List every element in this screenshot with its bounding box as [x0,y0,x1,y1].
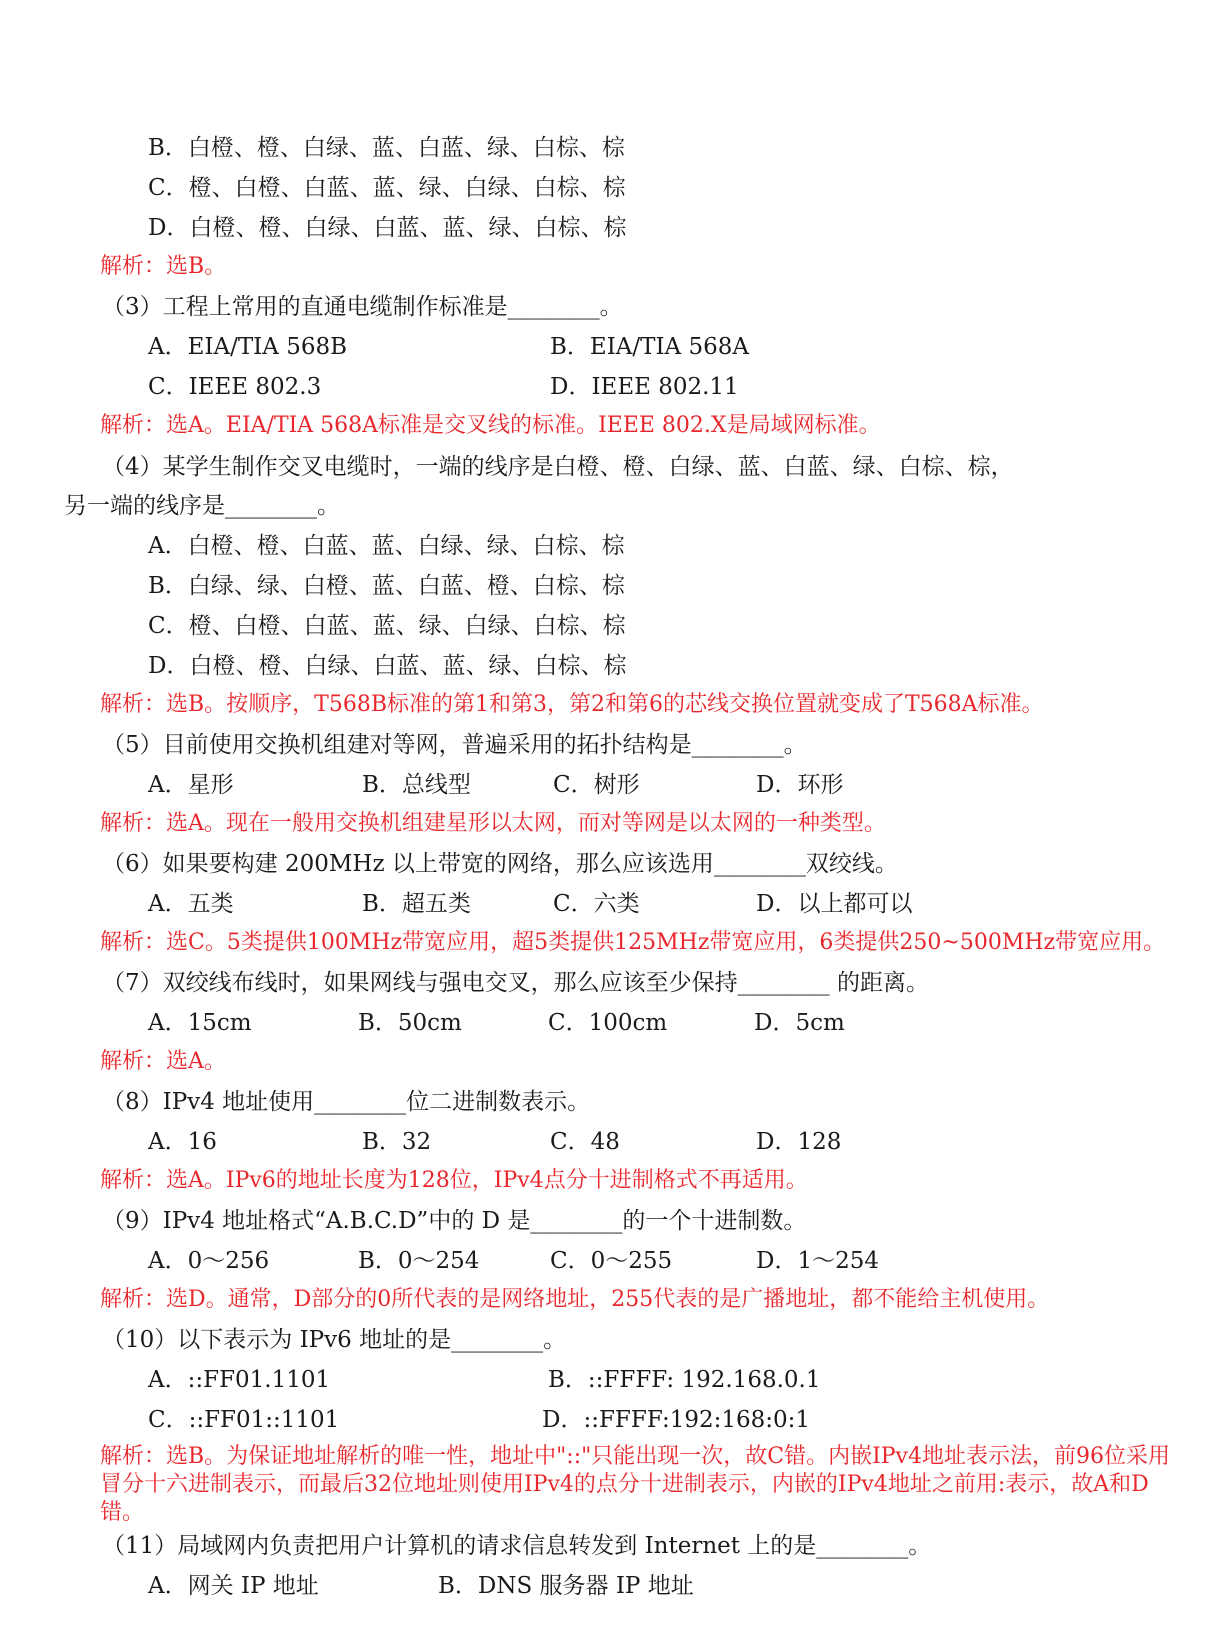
option-d: D．白橙、橙、白绿、白蓝、蓝、绿、白棕、棕 [148,215,627,241]
option-b: B．::FFFF: 192.168.0.1 [548,1367,821,1393]
question-11: （11）局域网内负责把用户计算机的请求信息转发到 Internet 上的是________。 [102,1533,932,1559]
option-a: A．星形 [148,772,234,798]
option-b: B．白橙、橙、白绿、蓝、白蓝、绿、白棕、棕 [148,135,625,161]
answer-analysis: 解析：选B。按顺序，T568B标准的第1和第3，第2和第6的芯线交换位置就变成了T568A标准。 [100,692,1044,717]
answer-analysis: 解析：选B。 [100,254,227,279]
option-d: D．128 [756,1129,842,1155]
option-a: A．15cm [148,1010,252,1036]
answer-analysis: 解析：选A。 [100,1049,226,1074]
question-10: （10）以下表示为 IPv6 地址的是________。 [102,1327,567,1353]
question-4-continued: 另一端的线序是________。 [64,493,340,519]
question-7: （7）双绞线布线时，如果网线与强电交叉，那么应该至少保持________ 的距离。 [102,970,929,996]
option-a: A．0～256 [148,1248,270,1274]
option-a: A．::FF01.1101 [148,1367,331,1393]
option-c: C．橙、白橙、白蓝、蓝、绿、白绿、白棕、棕 [148,175,626,201]
question-8: （8）IPv4 地址使用________位二进制数表示。 [102,1089,591,1115]
option-a: A．16 [148,1129,217,1155]
option-d: D．1～254 [756,1248,879,1274]
option-a: A．白橙、橙、白蓝、蓝、白绿、绿、白棕、棕 [148,533,625,559]
option-d: D．::FFFF:192:168:0:1 [542,1407,811,1433]
option-b: B．总线型 [362,772,471,798]
question-4: （4）某学生制作交叉电缆时，一端的线序是白橙、橙、白绿、蓝、白蓝、绿、白棕、棕， [102,454,1014,480]
option-d: D．5cm [754,1010,845,1036]
option-a: A．网关 IP 地址 [148,1573,319,1599]
option-c: C．100cm [548,1010,668,1036]
answer-analysis: 解析：选B。为保证地址解析的唯一性，地址中"::"只能出现一次，故C错。内嵌IPv4地址表示法，前96位采用冒分十六进制表示，而最后32位地址则使用IPv4的点分十进制表示，内嵌的IPv4地址之前用:表示，故A和D错。 [100,1444,1170,1525]
question-9: （9）IPv4 地址格式“A.B.C.D”中的 D 是________的一个十进制数。 [102,1208,807,1234]
option-c: C．树形 [553,772,640,798]
answer-analysis: 解析：选D。通常，D部分的0所代表的是网络地址，255代表的是广播地址，都不能给主机使用。 [100,1287,1050,1312]
option-c: C．六类 [553,891,640,917]
question-6: （6）如果要构建 200MHz 以上带宽的网络，那么应该选用________双绞线。 [102,851,898,877]
option-a: A．五类 [148,891,234,917]
option-b: B．50cm [358,1010,462,1036]
question-5: （5）目前使用交换机组建对等网，普遍采用的拓扑结构是________。 [102,732,807,758]
option-b: B．32 [362,1129,432,1155]
option-b: B．DNS 服务器 IP 地址 [438,1573,694,1599]
option-c: C．0～255 [550,1248,673,1274]
option-a: A．EIA/TIA 568B [148,334,347,360]
option-b: B．EIA/TIA 568A [550,334,749,360]
answer-analysis: 解析：选A。现在一般用交换机组建星形以太网，而对等网是以太网的一种类型。 [100,811,886,836]
option-d: D．IEEE 802.11 [550,374,739,400]
answer-analysis: 解析：选A。IPv6的地址长度为128位，IPv4点分十进制格式不再适用。 [100,1168,808,1193]
option-b: B．超五类 [362,891,471,917]
answer-analysis: 解析：选A。EIA/TIA 568A标准是交叉线的标准。IEEE 802.X是局域网标准。 [100,413,881,438]
answer-analysis: 解析：选C。5类提供100MHz带宽应用，超5类提供125MHz带宽应用，6类提供250~500MHz带宽应用。 [100,930,1166,955]
option-d: D．以上都可以 [756,891,913,917]
option-c: C．::FF01::1101 [148,1407,340,1433]
option-c: C．橙、白橙、白蓝、蓝、绿、白绿、白棕、棕 [148,613,626,639]
option-d: D．环形 [756,772,844,798]
option-b: B．白绿、绿、白橙、蓝、白蓝、橙、白棕、棕 [148,573,625,599]
option-d: D．白橙、橙、白绿、白蓝、蓝、绿、白棕、棕 [148,653,627,679]
option-c: C．IEEE 802.3 [148,374,322,400]
question-3: （3）工程上常用的直通电缆制作标准是________。 [102,294,623,320]
option-c: C．48 [550,1129,620,1155]
option-b: B．0～254 [358,1248,480,1274]
